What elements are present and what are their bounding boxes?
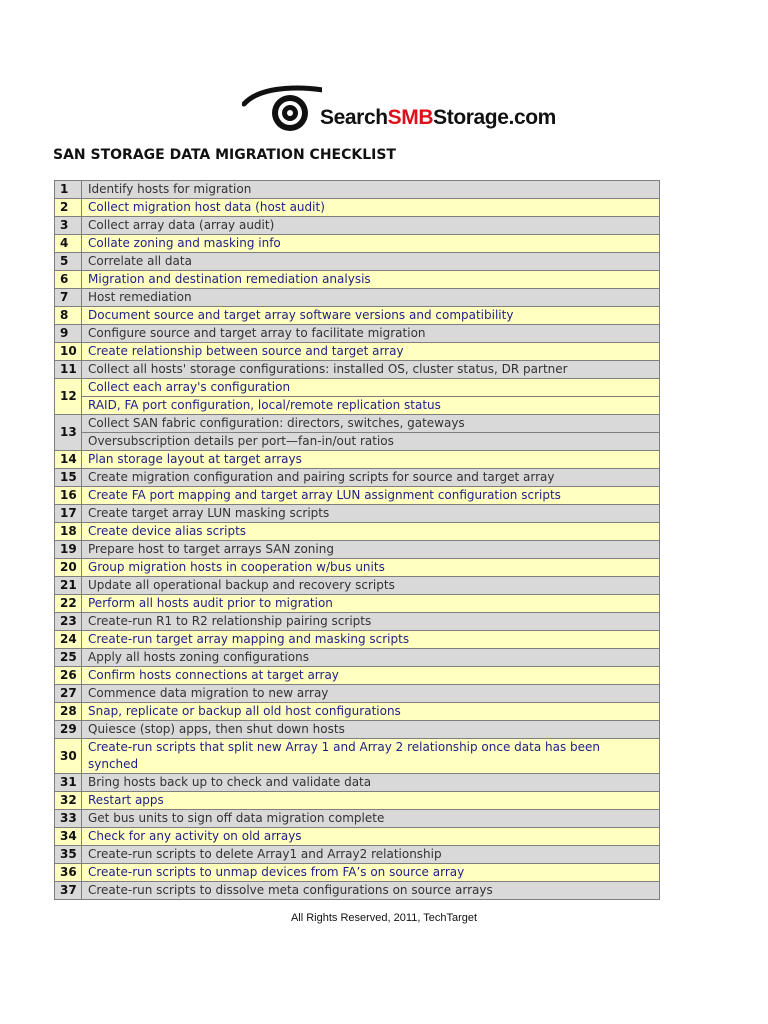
step-text: Collect array data (array audit) bbox=[82, 217, 660, 235]
step-number: 24 bbox=[55, 631, 82, 649]
checklist-row bbox=[55, 649, 660, 667]
step-text: Create FA port mapping and target array LUN assignment configuration scripts bbox=[82, 487, 660, 505]
step-number: 6 bbox=[55, 271, 82, 289]
checklist-row bbox=[55, 828, 660, 846]
checklist-row bbox=[55, 307, 660, 325]
checklist-table bbox=[54, 180, 660, 900]
step-number: 15 bbox=[55, 469, 82, 487]
checklist-row bbox=[55, 415, 660, 451]
step-number: 18 bbox=[55, 523, 82, 541]
step-text: Create-run scripts to unmap devices from FA’s on source array bbox=[82, 864, 660, 882]
step-number: 8 bbox=[55, 307, 82, 325]
step-number: 3 bbox=[55, 217, 82, 235]
step-text: Group migration hosts in cooperation w/bus units bbox=[82, 559, 660, 577]
step-text: Collate zoning and masking info bbox=[82, 235, 660, 253]
step-number: 19 bbox=[55, 541, 82, 559]
checklist-row bbox=[55, 325, 660, 343]
step-number: 5 bbox=[55, 253, 82, 271]
step-text: Update all operational backup and recovery scripts bbox=[82, 577, 660, 595]
step-text: Create migration configuration and pairing scripts for source and target array bbox=[82, 469, 660, 487]
eye-icon bbox=[242, 84, 322, 136]
checklist-row bbox=[55, 577, 660, 595]
checklist-row bbox=[55, 541, 660, 559]
checklist-row bbox=[55, 595, 660, 613]
checklist-row bbox=[55, 487, 660, 505]
checklist-row bbox=[55, 199, 660, 217]
step-number: 13 bbox=[55, 415, 82, 451]
step-text: Commence data migration to new array bbox=[82, 685, 660, 703]
step-number: 10 bbox=[55, 343, 82, 361]
step-text: Check for any activity on old arrays bbox=[82, 828, 660, 846]
step-text bbox=[82, 415, 660, 451]
checklist-row bbox=[55, 361, 660, 379]
step-number: 34 bbox=[55, 828, 82, 846]
step-number: 25 bbox=[55, 649, 82, 667]
checklist-row bbox=[55, 523, 660, 541]
checklist-row bbox=[55, 739, 660, 774]
step-text: Configure source and target array to facilitate migration bbox=[82, 325, 660, 343]
step-number: 17 bbox=[55, 505, 82, 523]
step-number: 37 bbox=[55, 882, 82, 900]
step-number: 32 bbox=[55, 792, 82, 810]
step-number: 16 bbox=[55, 487, 82, 505]
checklist-row bbox=[55, 721, 660, 739]
step-number: 33 bbox=[55, 810, 82, 828]
checklist-row bbox=[55, 667, 660, 685]
step-text: Quiesce (stop) apps, then shut down hosts bbox=[82, 721, 660, 739]
step-text: Create target array LUN masking scripts bbox=[82, 505, 660, 523]
step-text: Create device alias scripts bbox=[82, 523, 660, 541]
step-text: Collect all hosts' storage configurations: installed OS, cluster status, DR partner bbox=[82, 361, 660, 379]
step-text: Plan storage layout at target arrays bbox=[82, 451, 660, 469]
step-text: Perform all hosts audit prior to migration bbox=[82, 595, 660, 613]
step-number: 1 bbox=[55, 181, 82, 199]
checklist-row bbox=[55, 235, 660, 253]
step-number: 22 bbox=[55, 595, 82, 613]
checklist-row bbox=[55, 882, 660, 900]
step-text: Bring hosts back up to check and validate data bbox=[82, 774, 660, 792]
step-number: 12 bbox=[55, 379, 82, 415]
step-number: 35 bbox=[55, 846, 82, 864]
step-text-line: RAID, FA port configuration, local/remote replication status bbox=[82, 396, 659, 414]
logo-wordmark: SearchSMBStorage.com bbox=[320, 106, 556, 129]
step-number: 30 bbox=[55, 739, 82, 774]
step-text: Create-run scripts to dissolve meta configurations on source arrays bbox=[82, 882, 660, 900]
step-text bbox=[82, 739, 660, 774]
step-text: Correlate all data bbox=[82, 253, 660, 271]
step-text: Apply all hosts zoning configurations bbox=[82, 649, 660, 667]
step-text: Migration and destination remediation analysis bbox=[82, 271, 660, 289]
checklist-row bbox=[55, 864, 660, 882]
step-text: Document source and target array software versions and compatibility bbox=[82, 307, 660, 325]
step-number: 20 bbox=[55, 559, 82, 577]
step-number: 14 bbox=[55, 451, 82, 469]
step-number: 28 bbox=[55, 703, 82, 721]
checklist-row bbox=[55, 343, 660, 361]
step-text: Identify hosts for migration bbox=[82, 181, 660, 199]
step-number: 4 bbox=[55, 235, 82, 253]
step-text-line: Collect each array's configuration bbox=[88, 380, 291, 394]
step-text-line: synched bbox=[88, 757, 139, 771]
checklist-row bbox=[55, 253, 660, 271]
step-text: Create-run target array mapping and masking scripts bbox=[82, 631, 660, 649]
step-number: 27 bbox=[55, 685, 82, 703]
step-number: 23 bbox=[55, 613, 82, 631]
checklist-row bbox=[55, 685, 660, 703]
checklist-row bbox=[55, 451, 660, 469]
step-text: Collect migration host data (host audit) bbox=[82, 199, 660, 217]
step-number: 31 bbox=[55, 774, 82, 792]
copyright-footer: All Rights Reserved, 2011, TechTarget bbox=[290, 912, 478, 924]
page-title: SAN STORAGE DATA MIGRATION CHECKLIST bbox=[53, 147, 396, 163]
checklist-row bbox=[55, 613, 660, 631]
step-number: 11 bbox=[55, 361, 82, 379]
checklist-row bbox=[55, 379, 660, 415]
step-number: 29 bbox=[55, 721, 82, 739]
step-text: Host remediation bbox=[82, 289, 660, 307]
step-text: Restart apps bbox=[82, 792, 660, 810]
step-text: Create relationship between source and target array bbox=[82, 343, 660, 361]
checklist-row bbox=[55, 217, 660, 235]
checklist-row bbox=[55, 810, 660, 828]
step-text: Create-run R1 to R2 relationship pairing scripts bbox=[82, 613, 660, 631]
checklist-row bbox=[55, 846, 660, 864]
checklist-row bbox=[55, 703, 660, 721]
step-number: 7 bbox=[55, 289, 82, 307]
step-text-line: Oversubscription details per port—fan-in/out ratios bbox=[82, 432, 659, 450]
step-number: 36 bbox=[55, 864, 82, 882]
step-text: Confirm hosts connections at target array bbox=[82, 667, 660, 685]
step-number: 26 bbox=[55, 667, 82, 685]
step-number: 2 bbox=[55, 199, 82, 217]
checklist-row bbox=[55, 505, 660, 523]
step-text: Snap, replicate or backup all old host configurations bbox=[82, 703, 660, 721]
checklist-row bbox=[55, 469, 660, 487]
step-text bbox=[82, 379, 660, 415]
step-text: Create-run scripts to delete Array1 and Array2 relationship bbox=[82, 846, 660, 864]
checklist-row bbox=[55, 271, 660, 289]
step-text: Prepare host to target arrays SAN zoning bbox=[82, 541, 660, 559]
checklist-row bbox=[55, 181, 660, 199]
checklist-row bbox=[55, 289, 660, 307]
step-text-line: Create-run scripts that split new Array 1 and Array 2 relationship once data has been bbox=[88, 740, 601, 754]
step-number: 9 bbox=[55, 325, 82, 343]
step-number: 21 bbox=[55, 577, 82, 595]
checklist-row bbox=[55, 792, 660, 810]
checklist-row bbox=[55, 774, 660, 792]
checklist-row bbox=[55, 559, 660, 577]
checklist-row bbox=[55, 631, 660, 649]
step-text: Get bus units to sign off data migration complete bbox=[82, 810, 660, 828]
step-text-line: Collect SAN fabric configuration: directors, switches, gateways bbox=[88, 416, 465, 430]
searchsmbstorage-logo bbox=[242, 84, 556, 136]
